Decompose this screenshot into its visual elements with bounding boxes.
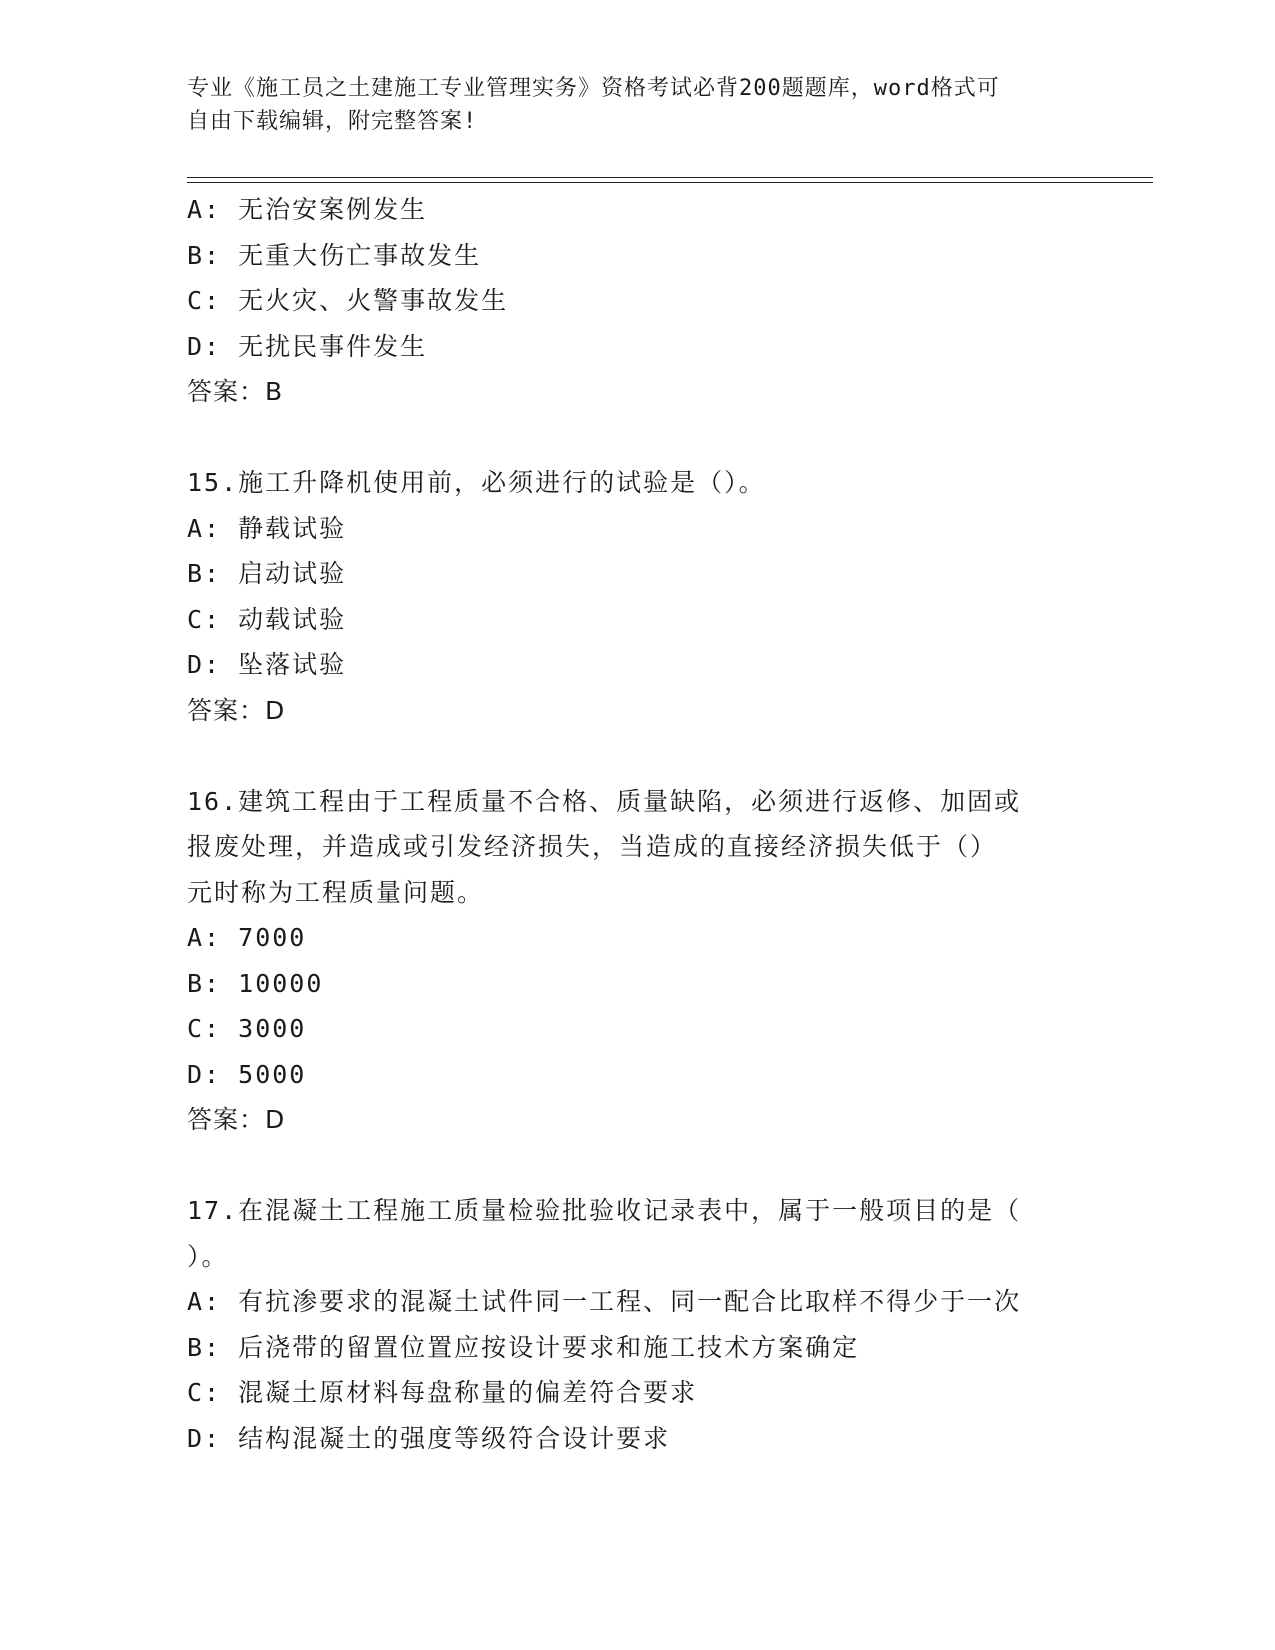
option-d: D: 无扰民事件发生 <box>187 331 428 361</box>
answer-label: 答案：D <box>187 695 286 725</box>
question-text-line-1: 16.建筑工程由于工程质量不合格、质量缺陷，必须进行返修、加固或 <box>187 786 1022 816</box>
question-text-line-2: ）。 <box>187 1241 229 1271</box>
answer-label: 答案：D <box>187 1105 286 1134</box>
header-line-2: 自由下载编辑，附完整答案! <box>187 109 478 134</box>
header-divider-top <box>187 177 1153 178</box>
option-b: B: 后浇带的留置位置应按设计要求和施工技术方案确定 <box>187 1332 860 1362</box>
option-c: C: 3000 <box>187 1014 307 1043</box>
question-15 <box>187 460 1087 733</box>
spacer <box>187 415 1087 461</box>
header-line-1: 专业《施工员之土建施工专业管理实务》资格考试必背200题题库，word格式可 <box>187 76 1000 101</box>
document-header <box>187 72 1067 138</box>
question-16 <box>187 779 1087 1143</box>
option-a: A: 无治安案例发生 <box>187 195 428 224</box>
question-list <box>187 187 1087 1461</box>
question-17 <box>187 1188 1087 1461</box>
option-b: B: 10000 <box>187 968 324 998</box>
option-d: D: 5000 <box>187 1059 307 1089</box>
option-b: B: 无重大伤亡事故发生 <box>187 240 482 270</box>
header-divider-bottom <box>187 182 1153 183</box>
spacer <box>187 733 1087 779</box>
option-c: C: 无火灾、火警事故发生 <box>187 286 509 315</box>
option-a: A: 7000 <box>187 923 307 952</box>
question-text-line-2: 报废处理，并造成或引发经济损失，当造成的直接经济损失低于（） <box>187 832 998 861</box>
option-c: C: 混凝土原材料每盘称量的偏差符合要求 <box>187 1378 698 1407</box>
question-text-line-3: 元时称为工程质量问题。 <box>187 877 485 907</box>
option-a: A: 静载试验 <box>187 513 347 543</box>
option-c: C: 动载试验 <box>187 604 347 634</box>
question-text: 15.施工升降机使用前，必须进行的试验是（）。 <box>187 468 766 497</box>
option-b: B: 启动试验 <box>187 559 347 588</box>
spacer <box>187 1143 1087 1189</box>
option-d: D: 结构混凝土的强度等级符合设计要求 <box>187 1423 671 1453</box>
question-text-line-1: 17.在混凝土工程施工质量检验批验收记录表中，属于一般项目的是（ <box>187 1196 1022 1225</box>
option-d: D: 坠落试验 <box>187 650 347 679</box>
option-a: A: 有抗渗要求的混凝土试件同一工程、同一配合比取样不得少于一次 <box>187 1287 1022 1316</box>
question-14 <box>187 187 1087 415</box>
answer-label: 答案：B <box>187 377 284 406</box>
